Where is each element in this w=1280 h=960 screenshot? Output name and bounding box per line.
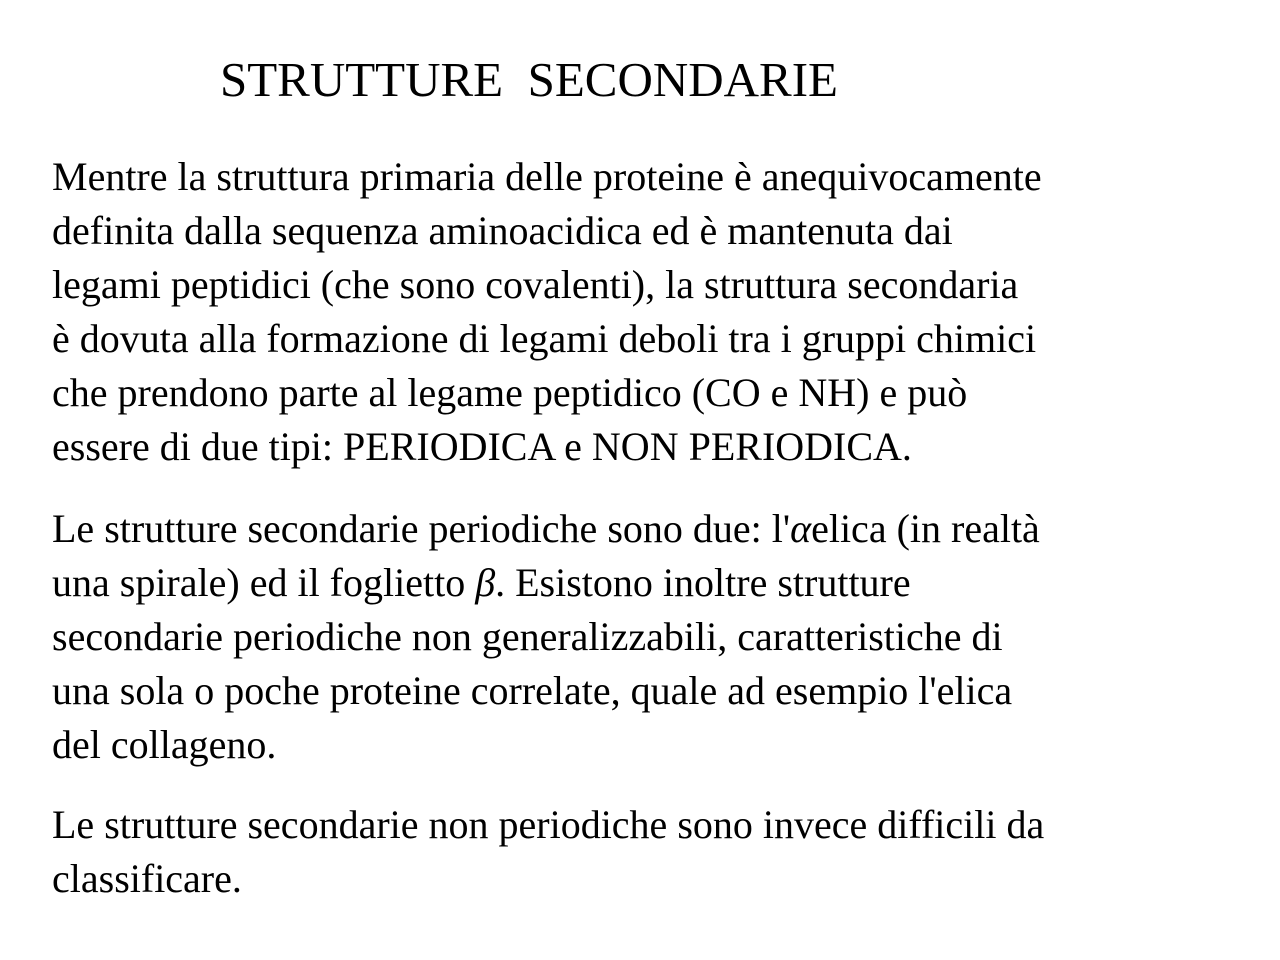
slide-title: STRUTTURE SECONDARIE: [220, 52, 838, 107]
paragraph-line: una sola o poche proteine correlate, quale ad esempio l'elica: [52, 668, 1013, 713]
paragraph-line: secondarie periodiche non generalizzabili, caratteristiche di: [52, 614, 1003, 659]
text-segment: . Esistono inoltre strutture: [495, 560, 911, 605]
paragraph-non-periodic-structures: [52, 798, 1044, 906]
text-segment: elica (in realtà: [811, 506, 1040, 551]
paragraph-line: del collageno.: [52, 722, 277, 767]
paragraph-line: [52, 556, 1040, 610]
text-segment: Le strutture secondarie periodiche sono due: l': [52, 506, 791, 551]
paragraph-line: essere di due tipi: PERIODICA e NON PERIODICA.: [52, 424, 912, 469]
paragraph-primary-vs-secondary: [52, 150, 1042, 474]
paragraph-line: legami peptidici (che sono covalenti), la struttura secondaria: [52, 262, 1019, 307]
paragraph-line: che prendono parte al legame peptidico (CO e NH) e può: [52, 370, 968, 415]
paragraph-periodic-structures: [52, 502, 1040, 772]
paragraph-line: è dovuta alla formazione di legami deboli tra i gruppi chimici: [52, 316, 1037, 361]
paragraph-line: Le strutture secondarie non periodiche sono invece difficili da: [52, 802, 1045, 847]
paragraph-line: definita dalla sequenza aminoacidica ed è mantenuta dai: [52, 208, 953, 253]
alpha-symbol: α: [790, 506, 812, 551]
paragraph-line: Mentre la struttura primaria delle proteine è anequivocamente: [52, 154, 1042, 199]
paragraph-line: [52, 502, 1040, 556]
paragraph-line: classificare.: [52, 856, 242, 901]
text-segment: una spirale) ed il foglietto: [52, 560, 476, 605]
beta-symbol: β: [475, 560, 496, 605]
